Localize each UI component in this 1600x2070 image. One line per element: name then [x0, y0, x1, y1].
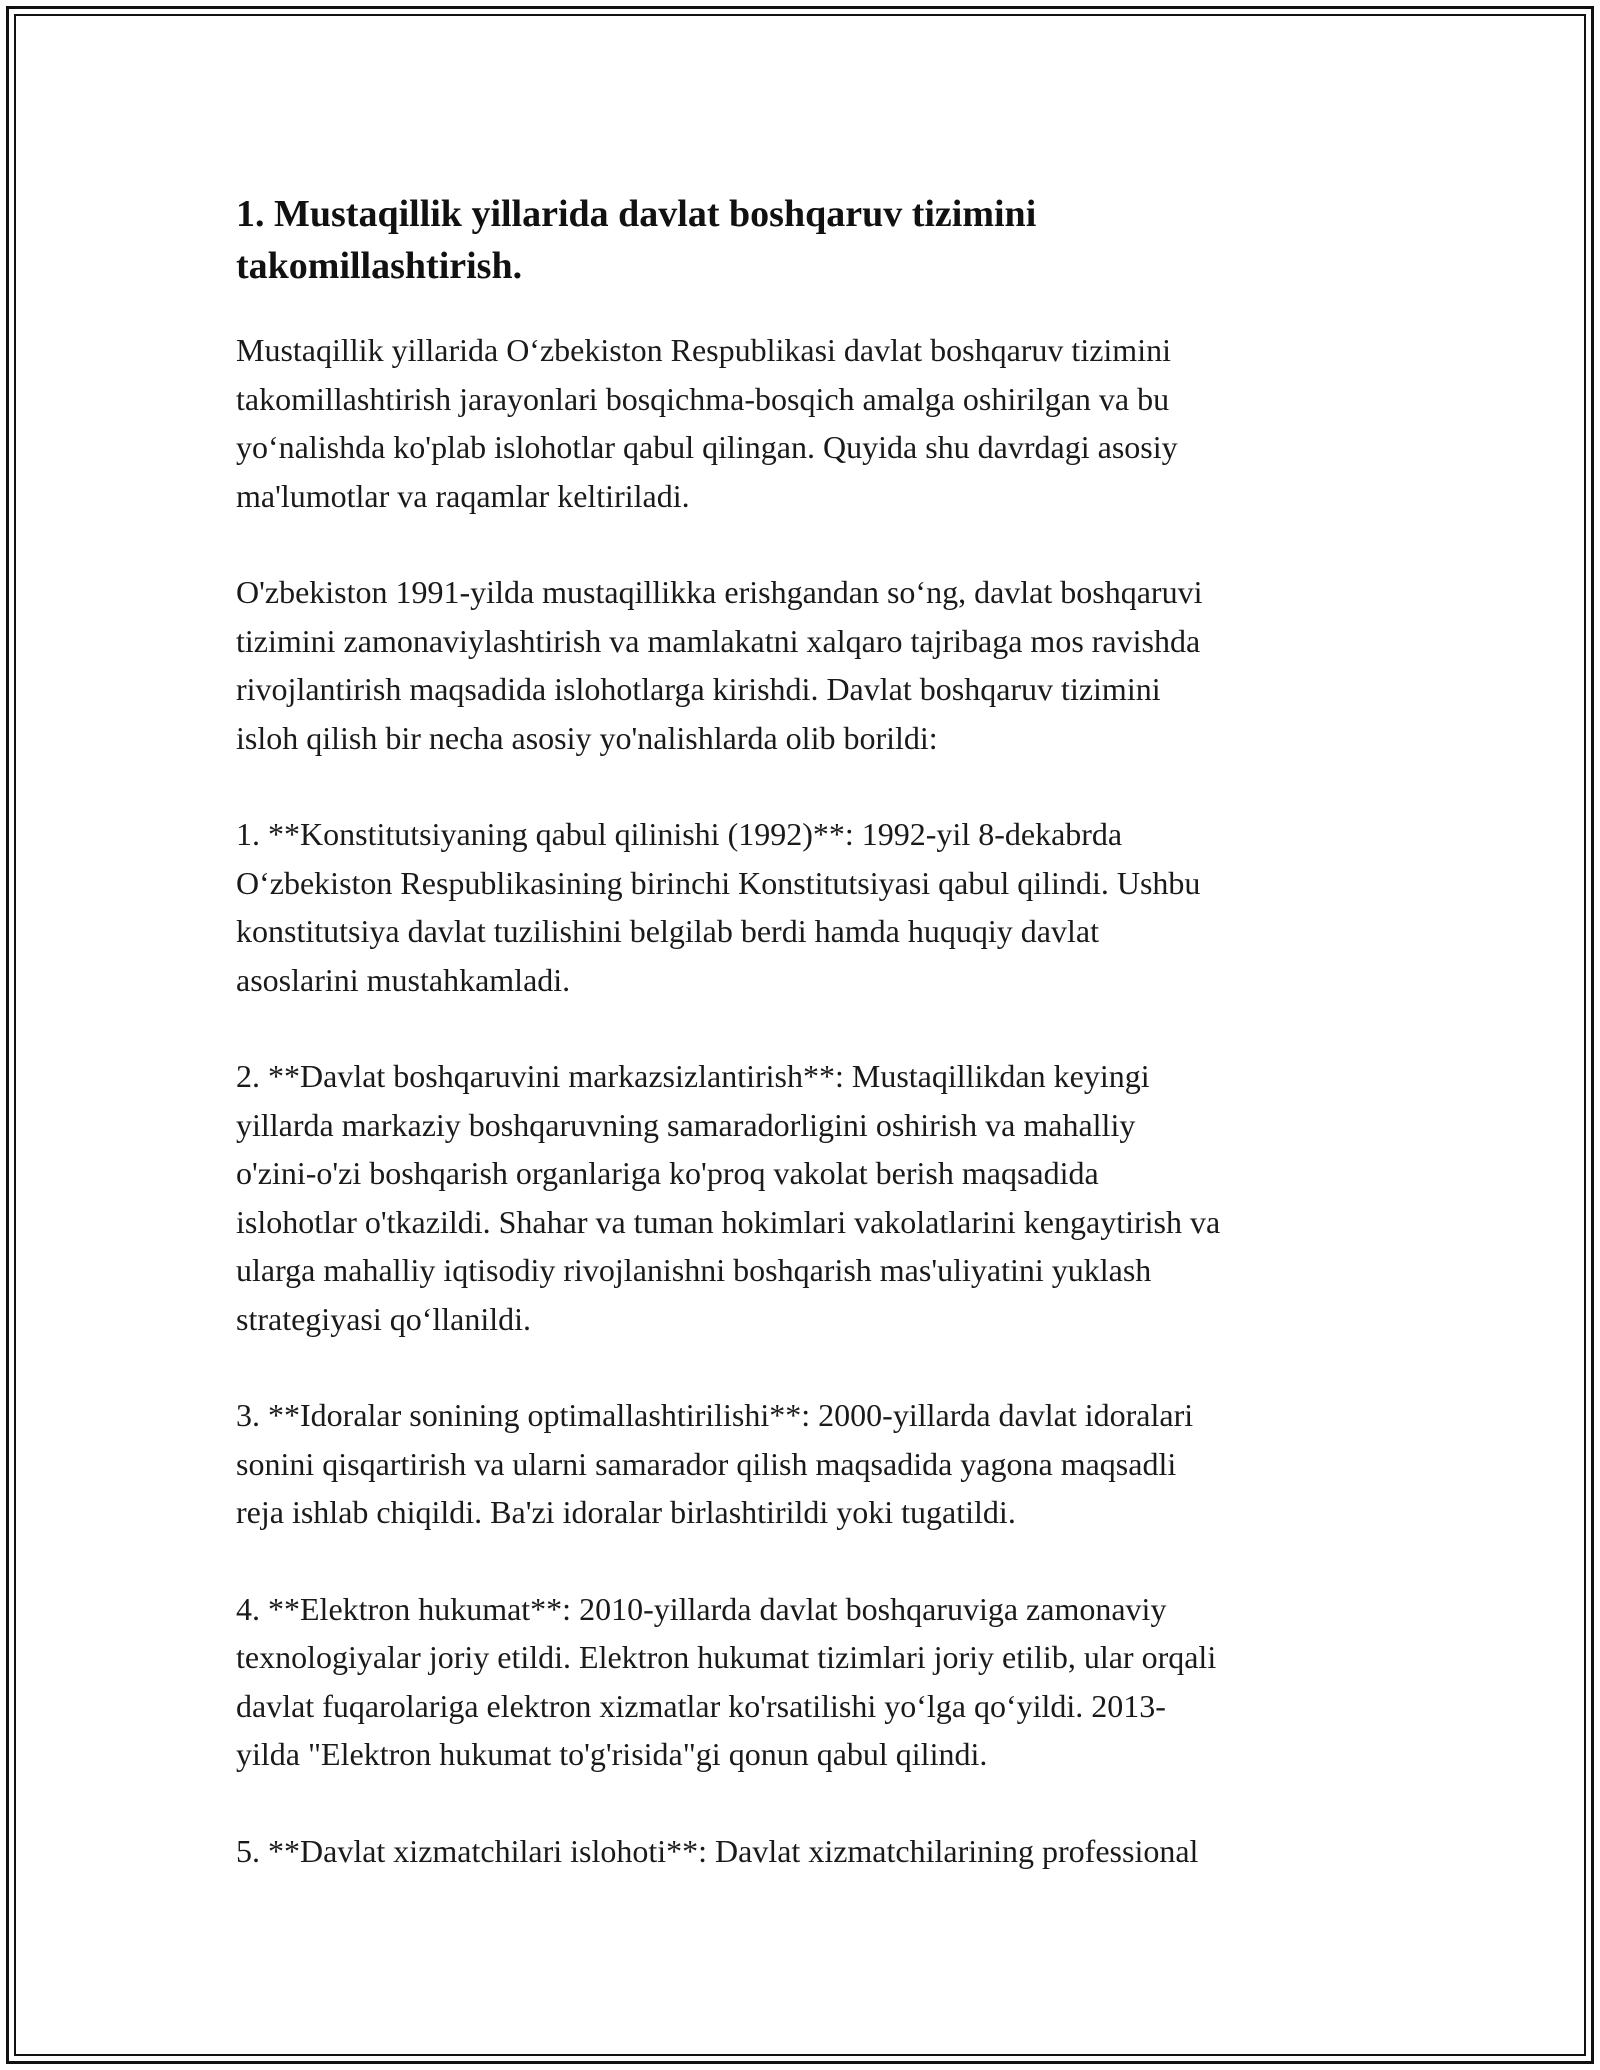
document-title: 1. Mustaqillik yillarida davlat boshqaruv tizimini takomillashtirish.	[236, 193, 1037, 287]
list-item-civil-service: 5. **Davlat xizmatchilari islohoti**: Davlat xizmatchilarining professional	[236, 1832, 1199, 1869]
list-item-decentralization: 2. **Davlat boshqaruvini markazsizlantirish**: Mustaqillikdan keyingi yillarda markaziy boshqaruvning samaradorligini oshirish va mahalliy o'zini-o'zi boshqarish organlariga ko'proq vakolat berish maqsadida islohotlar o'tkazildi. Shahar va tuman hokimlari vakolatlarini kengaytirish va ularga mahalliy iqtisodiy rivojlanishni boshqarish mas'uliyatini yuklash strategiyasi qo‘llanildi.	[236, 1058, 1221, 1337]
intro-paragraph: Mustaqillik yillarida O‘zbekiston Respublikasi davlat boshqaruv tizimini takomillashtirish jarayonlari bosqichma-bosqich amalga oshirilgan va bu yo‘nalishda ko'plab islohotlar qabul qilingan. Quyida shu davrdagi asosiy ma'lumotlar va raqamlar keltiriladi.	[236, 332, 1178, 514]
list-item-optimization: 3. **Idoralar sonining optimallashtirilishi**: 2000-yillarda davlat idoralari sonini qisqartirish va ularni samarador qilish maqsadida yagona maqsadli reja ishlab chiqildi. Ba'zi idoralar birlashtirildi yoki tugatildi.	[236, 1397, 1194, 1530]
list-item-constitution: 1. **Konstitutsiyaning qabul qilinishi (1992)**: 1992-yil 8-dekabrda O‘zbekiston Respublikasining birinchi Konstitutsiyasi qabul qilindi. Ushbu konstitutsiya davlat tuzilishini belgilab berdi hamda huquqiy davlat asoslarini mustahkamladi.	[236, 816, 1201, 998]
list-item-e-government: 4. **Elektron hukumat**: 2010-yillarda davlat boshqaruviga zamonaviy texnologiyalar joriy etildi. Elektron hukumat tizimlari joriy etilib, ular orqali davlat fuqarolariga elektron xizmatlar ko'rsatilishi yo‘lga qo‘yildi. 2013- yilda "Elektron hukumat to'g'risida"gi qonun qabul qilindi.	[236, 1590, 1217, 1772]
document-body	[236, 188, 1396, 1923]
context-paragraph: O'zbekiston 1991-yilda mustaqillikka erishgandan so‘ng, davlat boshqaruvi tizimini zamonaviylashtirish va mamlakatni xalqaro tajribaga mos ravishda rivojlantirish maqsadida islohotlarga kirishdi. Davlat boshqaruv tizimini isloh qilish bir necha asosiy yo'nalishlarda olib borildi:	[236, 574, 1203, 756]
